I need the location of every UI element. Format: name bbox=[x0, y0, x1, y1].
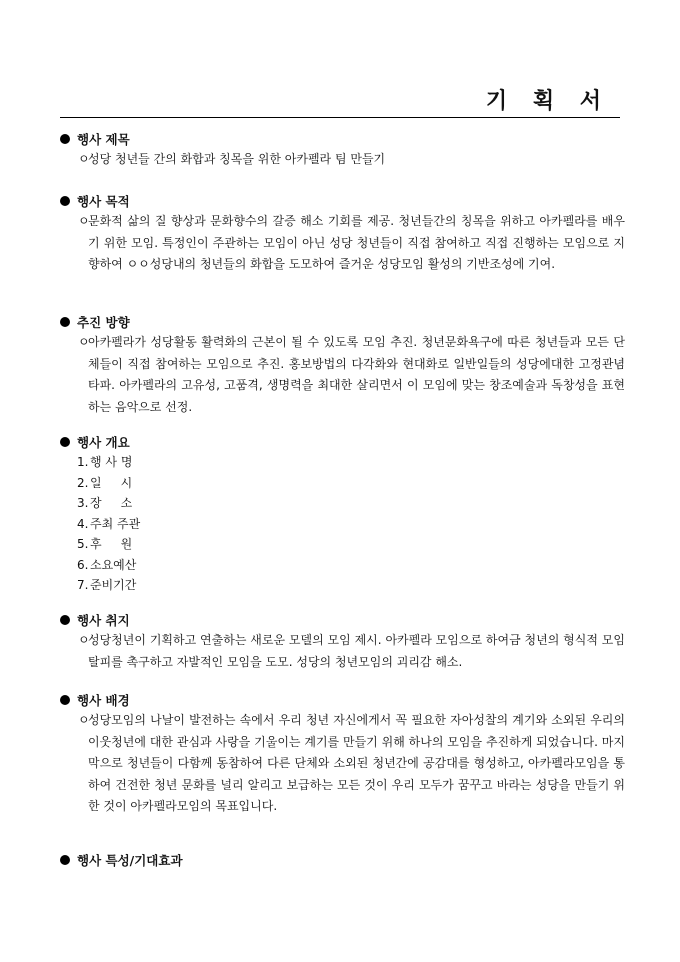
document-title: 기 획 서 bbox=[485, 88, 610, 114]
list-item: 1. 행 사 명 bbox=[77, 455, 133, 469]
section-paragraph bbox=[78, 332, 625, 418]
section-direction bbox=[60, 312, 625, 418]
section-heading bbox=[60, 129, 625, 149]
circle-bullet-icon: ㅇ bbox=[78, 335, 90, 349]
heading-text: 추진 방향 bbox=[77, 315, 130, 330]
bullet-icon bbox=[60, 615, 70, 625]
list-item: 7. 준비기간 bbox=[77, 578, 137, 592]
bullet-icon bbox=[60, 134, 70, 144]
bullet-icon bbox=[60, 437, 70, 447]
circle-bullet-icon: ㅇ bbox=[78, 152, 90, 166]
title-divider bbox=[60, 117, 620, 118]
list-item: 6. 소요예산 bbox=[77, 557, 137, 572]
section-intent bbox=[60, 610, 625, 673]
section-features bbox=[60, 850, 625, 870]
section-heading bbox=[60, 191, 625, 211]
section-paragraph bbox=[78, 149, 625, 171]
list-item: 2. 일 시 bbox=[77, 475, 133, 490]
circle-bullet-icon: ㅇ bbox=[78, 633, 90, 647]
list-item: 5. 후 원 bbox=[77, 537, 133, 551]
heading-text: 행사 특성/기대효과 bbox=[77, 853, 183, 868]
section-overview bbox=[60, 432, 625, 596]
section-background bbox=[60, 690, 625, 818]
section-event-title bbox=[60, 129, 625, 171]
section-paragraph bbox=[78, 211, 625, 276]
paragraph-text: 성당모임의 나날이 발전하는 속에서 우리 청년 자신에게서 꼭 필요한 자아성찰의 계기와 소외된 우리의 이웃청년에 대한 관심과 사랑을 기울이는 계기를 만들기 위해 하나의 모임을 추진하게 되었습니다. 마지막으로 청년들이 다함께 동참하여 다른 단체와 소외된 청년간에 공감대를 형성하고, 아카펠라모임을 통하여 건전한 청년 문화를 널리 알리고 보급하는 모든 것이 우리 모두가 꿈꾸고 바라는 성당을 만들기 위한 것이 아카펠라모임의 목표입니다. bbox=[88, 713, 625, 813]
list-item: 3. 장 소 bbox=[77, 496, 133, 510]
section-heading bbox=[60, 432, 625, 452]
heading-text: 행사 목적 bbox=[77, 194, 130, 209]
heading-text: 행사 취지 bbox=[77, 613, 130, 628]
bullet-icon bbox=[60, 695, 70, 705]
section-paragraph bbox=[78, 710, 625, 818]
bullet-icon bbox=[60, 196, 70, 206]
section-heading bbox=[60, 690, 625, 710]
section-heading bbox=[60, 850, 625, 870]
heading-text: 행사 배경 bbox=[77, 693, 130, 708]
section-heading bbox=[60, 610, 625, 630]
bullet-icon bbox=[60, 855, 70, 865]
section-heading bbox=[60, 312, 625, 332]
heading-text: 행사 개요 bbox=[77, 435, 130, 450]
paragraph-text: 성당청년이 기획하고 연출하는 새로운 모델의 모임 제시. 아카펠라 모임으로 하여금 청년의 형식적 모임 탈피를 촉구하고 자발적인 모임을 도모. 성당의 청년모임의 괴리감 해소. bbox=[88, 633, 625, 669]
circle-bullet-icon: ㅇ bbox=[78, 713, 90, 727]
bullet-icon bbox=[60, 317, 70, 327]
section-paragraph bbox=[78, 630, 625, 673]
section-event-purpose bbox=[60, 191, 625, 276]
paragraph-text: 문화적 삶의 질 향상과 문화향수의 갈증 해소 기회를 제공. 청년들간의 칭목을 위하고 아카펠라를 배우기 위한 모임. 특정인이 주관하는 모임이 아닌 성당 청년들이 직접 참여하고 직접 진행하는 모임으로 지향하여 ㅇㅇ성당내의 청년들의 화합을 도모하여 즐거운 성당모임 활성의 기반조성에 기여. bbox=[88, 214, 625, 271]
overview-list bbox=[77, 452, 625, 596]
paragraph-text: 아카펠라가 성당활동 활력화의 근본이 될 수 있도록 모임 추진. 청년문화욕구에 따른 청년들과 모든 단체들이 직접 참여하는 모임으로 추진. 홍보방법의 다각화와 현대화로 일반일들의 성당에대한 고정관념 타파. 아카펠라의 고유성, 고품격, 생명력을 최대한 살리면서 이 모임에 맞는 창조예술과 독창성을 표현하는 음악으로 선정. bbox=[88, 335, 625, 414]
circle-bullet-icon: ㅇ bbox=[78, 214, 90, 228]
heading-text: 행사 제목 bbox=[77, 132, 130, 147]
paragraph-text: 성당 청년들 간의 화합과 칭목을 위한 아카펠라 팀 만들기 bbox=[88, 152, 386, 166]
list-item: 4. 주최 주관 bbox=[77, 516, 141, 531]
